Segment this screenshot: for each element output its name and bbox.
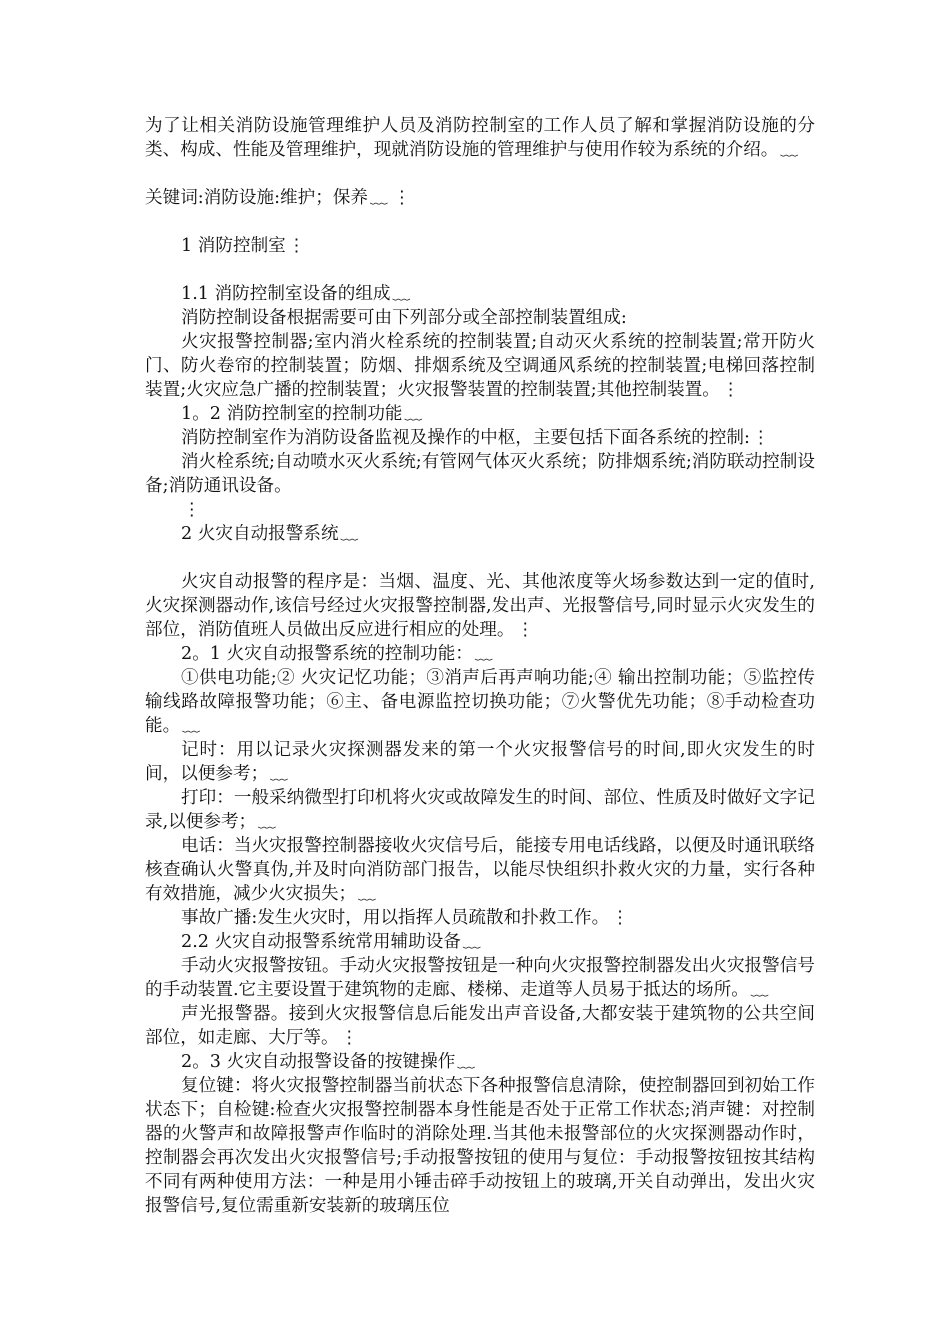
paragraph-text: 2。1 火灾自动报警系统的控制功能： bbox=[181, 644, 473, 664]
paragraph bbox=[145, 234, 815, 258]
paragraph-text: 复位键：将火灾报警控制器当前状态下各种报警信息清除，使控制器回到初始工作状态下；自检键:检查火灾报警控制器本身性能是否处于正常工作状态;消声键：对控制器的火警声和故障报警声作临时的消除处理.当其他未报警部位的火灾探测器动作时，控制器会再次发出火灾报警信号;手动报警按钮的使用与复位：手动报警按钮按其结构不同有两种使用方法：一种是用小锤击碎手动按钮上的玻璃,开关自动弹出，发出火灾报警信号,复位需重新安装新的玻璃压位 bbox=[145, 1076, 815, 1216]
paragraph bbox=[145, 1050, 815, 1074]
paragraph-text: 火灾报警控制器;室内消火栓系统的控制装置;自动灭火系统的控制装置;常开防火门、防火卷帘的控制装置；防烟、排烟系统及空调通风系统的控制装置;电梯回落控制装置;火灾应急广播的控制装置；火灾报警装置的控制装置;其他控制装置。 bbox=[145, 332, 815, 400]
paragraph-mark-glyph: ⋮ bbox=[611, 908, 629, 928]
paragraph-text: 1。2 消防控制室的控制功能 bbox=[181, 404, 403, 424]
paragraph-text: 事故广播:发生火灾时，用以指挥人员疏散和扑救工作。 bbox=[181, 908, 610, 928]
paragraph bbox=[145, 498, 815, 522]
paragraph-text: 记时：用以记录火灾探测器发来的第一个火灾报警信号的时间,即火灾发生的时间，以便参考； bbox=[145, 740, 815, 784]
paragraph-text: 2 火灾自动报警系统 bbox=[181, 524, 339, 544]
paragraph bbox=[145, 114, 815, 162]
paragraph bbox=[145, 570, 815, 642]
paragraph-text: 声光报警器。接到火灾报警信息后能发出声音设备,大都安装于建筑物的公共空间部位，如走廊、大厅等。 bbox=[145, 1004, 815, 1048]
paragraph bbox=[145, 666, 815, 738]
paragraph-text: 消防控制设备根据需要可由下列部分或全部控制装置组成: bbox=[181, 308, 627, 328]
paragraph-text: ①供电功能;② 火灾记忆功能；③消声后再声响功能;④ 输出控制功能；⑤监控传输线路故障报警功能；⑥主、备电源监控切换功能；⑦火警优先功能；⑧手动检查功能。 bbox=[145, 668, 815, 736]
paragraph-mark-glyph: ⋮ bbox=[751, 428, 770, 448]
paragraph bbox=[145, 1002, 815, 1050]
paragraph-text: 手动火灾报警按钮。手动火灾报警按钮是一种向火灾报警控制器发出火灾报警信号的手动装置.它主要设置于建筑物的走廊、楼梯、走道等人员易于抵达的场所。 bbox=[145, 956, 815, 1000]
paragraph bbox=[145, 186, 815, 210]
paragraph bbox=[145, 930, 815, 954]
paragraph-mark-glyph: ﹏ bbox=[270, 764, 288, 784]
paragraph bbox=[145, 906, 815, 930]
paragraph bbox=[145, 954, 815, 1002]
paragraph-text: 火灾自动报警的程序是：当烟、温度、光、其他浓度等火场参数达到一定的值时,火灾探测器动作,该信号经过火灾报警控制器,发出声、光报警信号,同时显示火灾发生的部位，消防值班人员做出反应进行相应的处理。 bbox=[145, 572, 815, 640]
paragraph-mark-glyph: ⋮ bbox=[287, 236, 306, 256]
paragraph-mark-glyph: ﹏ ⋮ bbox=[369, 188, 411, 208]
paragraph bbox=[145, 426, 815, 450]
paragraph-text: 1.1 消防控制室设备的组成 bbox=[181, 284, 391, 304]
paragraph-text: 关键词:消防设施:维护；保养 bbox=[145, 188, 368, 208]
paragraph-mark-glyph: ⋮ bbox=[516, 620, 535, 640]
paragraph-mark-glyph: ⋮ bbox=[183, 500, 201, 520]
paragraph-mark-glyph: ﹏ bbox=[258, 812, 276, 832]
paragraph bbox=[145, 330, 815, 402]
paragraph bbox=[145, 522, 815, 546]
paragraph-text: 为了让相关消防设施管理维护人员及消防控制室的工作人员了解和掌握消防设施的分类、构成、性能及管理维护，现就消防设施的管理维护与使用作较为系统的介绍。 bbox=[145, 116, 815, 160]
paragraph bbox=[145, 450, 815, 498]
paragraph-text: 2。3 火灾自动报警设备的按键操作 bbox=[181, 1052, 456, 1072]
paragraph bbox=[145, 282, 815, 306]
paragraph bbox=[145, 786, 815, 834]
paragraph-mark-glyph: ﹏ bbox=[392, 284, 411, 304]
paragraph bbox=[145, 1074, 815, 1218]
paragraph bbox=[145, 402, 815, 426]
paragraph-text: 消火栓系统;自动喷水灭火系统;有管网气体灭火系统；防排烟系统;消防联动控制设备;消防通讯设备。 bbox=[145, 452, 815, 496]
paragraph bbox=[145, 306, 815, 330]
paragraph bbox=[145, 738, 815, 786]
paragraph-mark-glyph: ﹏ bbox=[457, 1052, 475, 1072]
paragraph-text: 2.2 火灾自动报警系统常用辅助设备 bbox=[181, 932, 461, 952]
paragraph-mark-glyph: ﹏ bbox=[780, 140, 798, 160]
paragraph-mark-glyph: ﹏ bbox=[750, 980, 769, 1000]
paragraph-mark-glyph: ⋮ bbox=[721, 380, 740, 400]
paragraph bbox=[145, 834, 815, 906]
document-body bbox=[145, 114, 815, 1218]
paragraph bbox=[145, 642, 815, 666]
paragraph-mark-glyph: ﹏ bbox=[340, 524, 359, 544]
paragraph-mark-glyph: ﹏ bbox=[404, 404, 423, 424]
paragraph-mark-glyph: ﹏ bbox=[358, 884, 376, 904]
paragraph-mark-glyph: ﹏ bbox=[462, 932, 481, 952]
paragraph-text: 1 消防控制室 bbox=[181, 236, 286, 256]
paragraph-text: 消防控制室作为消防设备监视及操作的中枢，主要包括下面各系统的控制: bbox=[181, 428, 750, 448]
paragraph-mark-glyph: ﹏ bbox=[474, 644, 493, 664]
paragraph-mark-glyph: ﹏ bbox=[182, 716, 200, 736]
paragraph-mark-glyph: ⋮ bbox=[340, 1028, 359, 1048]
paragraph-text: 打印：一般采纳微型打印机将火灾或故障发生的时间、部位、性质及时做好文字记录,以便参考； bbox=[145, 788, 815, 832]
paragraph-text: 电话：当火灾报警控制器接收火灾信号后，能接专用电话线路，以便及时通讯联络核查确认火警真伪,并及时向消防部门报告，以能尽快组织扑救火灾的力量，实行各种有效措施，减少火灾损失； bbox=[145, 836, 815, 904]
